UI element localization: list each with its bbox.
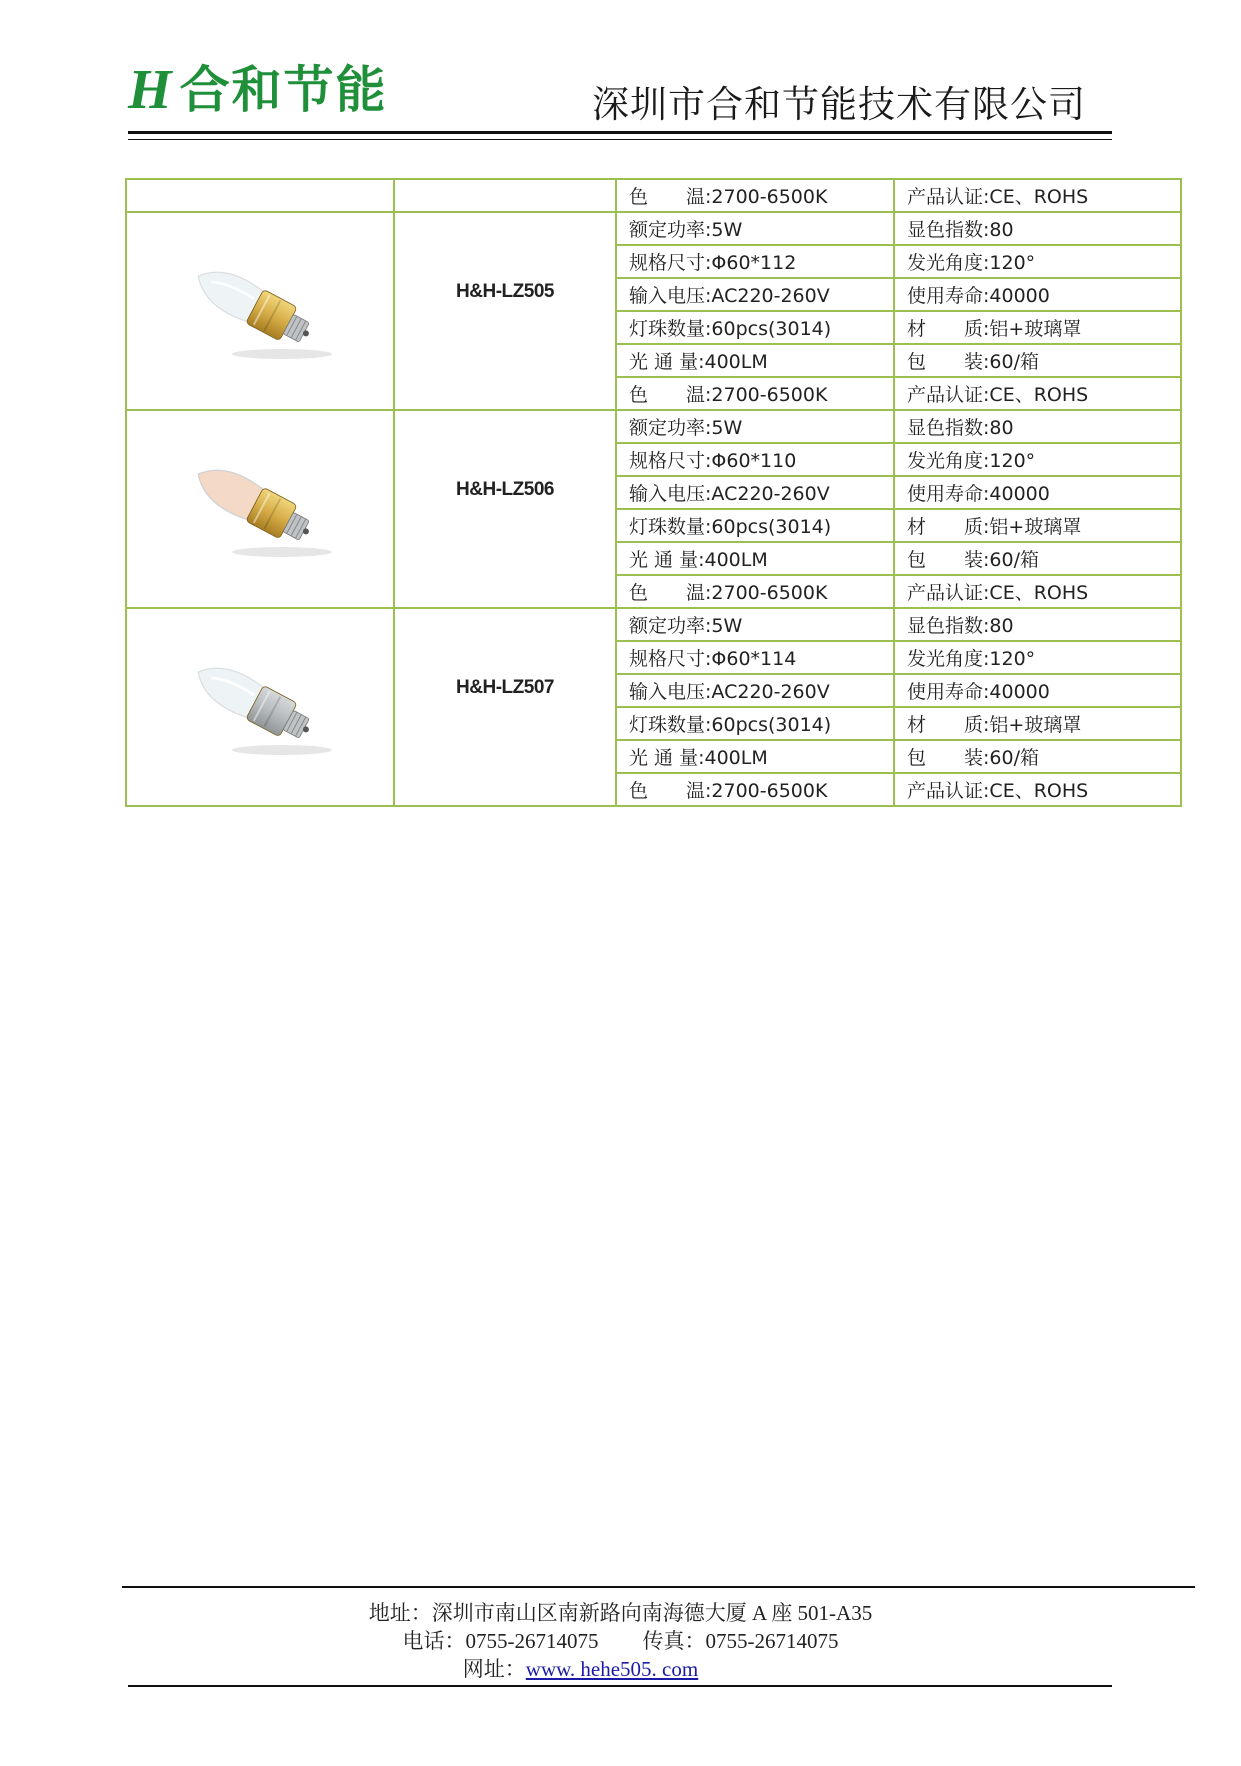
empty-model-cell <box>394 179 616 212</box>
spec-value: 2700-6500K <box>711 780 828 802</box>
spec-value: Φ60*112 <box>711 252 797 274</box>
spec-label: 包 装 <box>907 351 984 373</box>
spec-value: AC220-260V <box>711 285 830 307</box>
header-divider-thin <box>128 139 1112 140</box>
spec-cell: 灯珠数量:60pcs(3014) <box>616 707 894 740</box>
candle-bulb-silver-base-icon <box>170 753 350 775</box>
spec-value: 40000 <box>989 681 1050 703</box>
candle-bulb-gold-base-icon <box>170 357 350 379</box>
table-row <box>126 179 1181 212</box>
spec-cell: 显色指数:80 <box>894 608 1181 641</box>
spec-value: CE、ROHS <box>989 384 1089 406</box>
spec-cell: 灯珠数量:60pcs(3014) <box>616 509 894 542</box>
product-image-cell <box>126 212 394 410</box>
spec-label: 包 装 <box>907 747 984 769</box>
spec-value: 60/箱 <box>989 747 1040 769</box>
fax-number: 0755-26714075 <box>705 1629 839 1653</box>
spec-value: 80 <box>989 417 1014 439</box>
product-image-cell <box>126 608 394 806</box>
spec-label: 产品认证 <box>907 582 984 604</box>
spec-cell: 包 装:60/箱 <box>894 344 1181 377</box>
spec-value: CE、ROHS <box>989 780 1089 802</box>
spec-value: 400LM <box>704 351 768 373</box>
spec-label: 光 通 量 <box>629 747 699 769</box>
spec-value: Φ60*114 <box>711 648 797 670</box>
header-divider <box>128 131 1112 134</box>
spec-value: 120° <box>989 648 1036 670</box>
spec-cell: 色 温:2700-6500K <box>616 377 894 410</box>
spec-label: 使用寿命 <box>907 285 984 307</box>
spec-cell: 产品认证:CE、ROHS <box>894 377 1181 410</box>
spec-value: 2700-6500K <box>711 384 828 406</box>
product-model: H&H-LZ505 <box>394 212 616 410</box>
spec-value: 60pcs(3014) <box>711 714 832 736</box>
spec-label: 规格尺寸 <box>629 648 706 670</box>
spec-label: 包 装 <box>907 549 984 571</box>
spec-cell: 产品认证:CE、ROHS <box>894 575 1181 608</box>
spec-value: 400LM <box>704 747 768 769</box>
spec-label: 额定功率 <box>629 219 706 241</box>
spec-label: 灯珠数量 <box>629 516 706 538</box>
spec-label: 输入电压 <box>629 285 706 307</box>
spec-value: 铝+玻璃罩 <box>989 714 1082 736</box>
spec-label: 灯珠数量 <box>629 714 706 736</box>
spec-value: 120° <box>989 450 1036 472</box>
spec-label: 色 温 <box>629 582 706 604</box>
spec-label: 使用寿命 <box>907 483 984 505</box>
empty-image-cell <box>126 179 394 212</box>
spec-cell: 使用寿命:40000 <box>894 278 1181 311</box>
website-link[interactable]: www. hehe505. com <box>525 1657 699 1681</box>
spec-label: 材 质 <box>907 318 984 340</box>
spec-cell: 使用寿命:40000 <box>894 476 1181 509</box>
spec-value: CE、ROHS <box>989 582 1089 604</box>
company-logo <box>128 58 388 122</box>
spec-label: 规格尺寸 <box>629 450 706 472</box>
spec-cell: 规格尺寸:Φ60*110 <box>616 443 894 476</box>
spec-cell: 材 质:铝+玻璃罩 <box>894 311 1181 344</box>
spec-cell: 规格尺寸:Φ60*114 <box>616 641 894 674</box>
table-row <box>126 608 1181 641</box>
spec-cell: 显色指数:80 <box>894 212 1181 245</box>
footer-contact <box>0 1625 1241 1655</box>
spec-cell: 输入电压:AC220-260V <box>616 278 894 311</box>
spec-cell: 产品认证:CE、ROHS <box>894 773 1181 806</box>
spec-cell: 额定功率:5W <box>616 410 894 443</box>
spec-value: 60pcs(3014) <box>711 318 832 340</box>
table-row <box>126 410 1181 443</box>
footer-divider-bottom <box>128 1685 1112 1687</box>
fax-label: 传真： <box>642 1629 706 1653</box>
logo-text: 合和节能 <box>179 61 388 119</box>
spec-cell: 额定功率:5W <box>616 212 894 245</box>
spec-label: 显色指数 <box>907 615 984 637</box>
spec-cell: 输入电压:AC220-260V <box>616 674 894 707</box>
spec-value: 60/箱 <box>989 351 1040 373</box>
spec-cell: 光 通 量:400LM <box>616 542 894 575</box>
spec-cell: 输入电压:AC220-260V <box>616 476 894 509</box>
spec-label: 额定功率 <box>629 615 706 637</box>
spec-label: 发光角度 <box>907 450 984 472</box>
company-name: 深圳市合和节能技术有限公司 <box>592 83 1086 126</box>
footer-divider <box>122 1586 1195 1588</box>
spec-value: 5W <box>711 615 743 637</box>
spec-label: 色 温 <box>629 384 706 406</box>
spec-cell: 色 温:2700-6500K <box>616 575 894 608</box>
spec-cell: 包 装:60/箱 <box>894 542 1181 575</box>
web-label: 网址： <box>462 1657 526 1681</box>
spec-label: 发光角度 <box>907 648 984 670</box>
spec-cell: 规格尺寸:Φ60*112 <box>616 245 894 278</box>
spec-cell: 材 质:铝+玻璃罩 <box>894 509 1181 542</box>
spec-cell: 发光角度:120° <box>894 245 1181 278</box>
product-spec-table <box>125 178 1182 807</box>
spec-label: 材 质 <box>907 516 984 538</box>
product-model: H&H-LZ506 <box>394 410 616 608</box>
spec-label: 使用寿命 <box>907 681 984 703</box>
spec-label: 色 温 <box>629 780 706 802</box>
table-row <box>126 212 1181 245</box>
spec-label: 显色指数 <box>907 417 984 439</box>
spec-label: 规格尺寸 <box>629 252 706 274</box>
spec-value: Φ60*110 <box>711 450 797 472</box>
spec-label: 发光角度 <box>907 252 984 274</box>
candle-bulb-frosted-gold-icon <box>170 555 350 577</box>
spec-cell: 发光角度:120° <box>894 443 1181 476</box>
spec-value: 80 <box>989 219 1014 241</box>
spec-cell: 材 质:铝+玻璃罩 <box>894 707 1181 740</box>
spec-value: 40000 <box>989 483 1050 505</box>
spec-cell: 灯珠数量:60pcs(3014) <box>616 311 894 344</box>
spec-cell: 光 通 量:400LM <box>616 344 894 377</box>
spec-cell: 光 通 量:400LM <box>616 740 894 773</box>
spec-label: 材 质 <box>907 714 984 736</box>
spec-cell: 色 温:2700-6500K <box>616 773 894 806</box>
spec-label: 输入电压 <box>629 483 706 505</box>
spec-label: 产品认证 <box>907 384 984 406</box>
spec-label: 光 通 量 <box>629 351 699 373</box>
spec-cell: 额定功率:5W <box>616 608 894 641</box>
spec-value: 60/箱 <box>989 549 1040 571</box>
spec-value: AC220-260V <box>711 681 830 703</box>
spec-cell: 产品认证:CE、ROHS <box>894 179 1181 212</box>
logo-mark: H <box>128 59 166 121</box>
footer-address: 地址：深圳市南山区南新路向南海德大厦 A 座 501-A35 <box>368 1601 873 1625</box>
spec-value: 40000 <box>989 285 1050 307</box>
product-model: H&H-LZ507 <box>394 608 616 806</box>
product-image-cell <box>126 410 394 608</box>
spec-value: 120° <box>989 252 1036 274</box>
phone-label: 电话： <box>402 1629 466 1653</box>
spec-cell: 发光角度:120° <box>894 641 1181 674</box>
spec-value: 400LM <box>704 549 768 571</box>
spec-value: 5W <box>711 219 743 241</box>
spec-label: 额定功率 <box>629 417 706 439</box>
spec-value: AC220-260V <box>711 483 830 505</box>
spec-value: 80 <box>989 615 1014 637</box>
spec-label: 输入电压 <box>629 681 706 703</box>
spec-cell: 使用寿命:40000 <box>894 674 1181 707</box>
spec-value: 2700-6500K <box>711 582 828 604</box>
spec-value: 铝+玻璃罩 <box>989 318 1082 340</box>
spec-label: 显色指数 <box>907 219 984 241</box>
footer-website <box>0 1653 1201 1683</box>
spec-value: 60pcs(3014) <box>711 516 832 538</box>
spec-label: 产品认证 <box>907 780 984 802</box>
spec-value: 铝+玻璃罩 <box>989 516 1082 538</box>
spec-cell: 色 温:2700-6500K <box>616 179 894 212</box>
spec-cell: 包 装:60/箱 <box>894 740 1181 773</box>
spec-label: 灯珠数量 <box>629 318 706 340</box>
spec-cell: 显色指数:80 <box>894 410 1181 443</box>
phone-number: 0755-26714075 <box>465 1629 599 1653</box>
spec-value: 5W <box>711 417 743 439</box>
spec-label: 光 通 量 <box>629 549 699 571</box>
